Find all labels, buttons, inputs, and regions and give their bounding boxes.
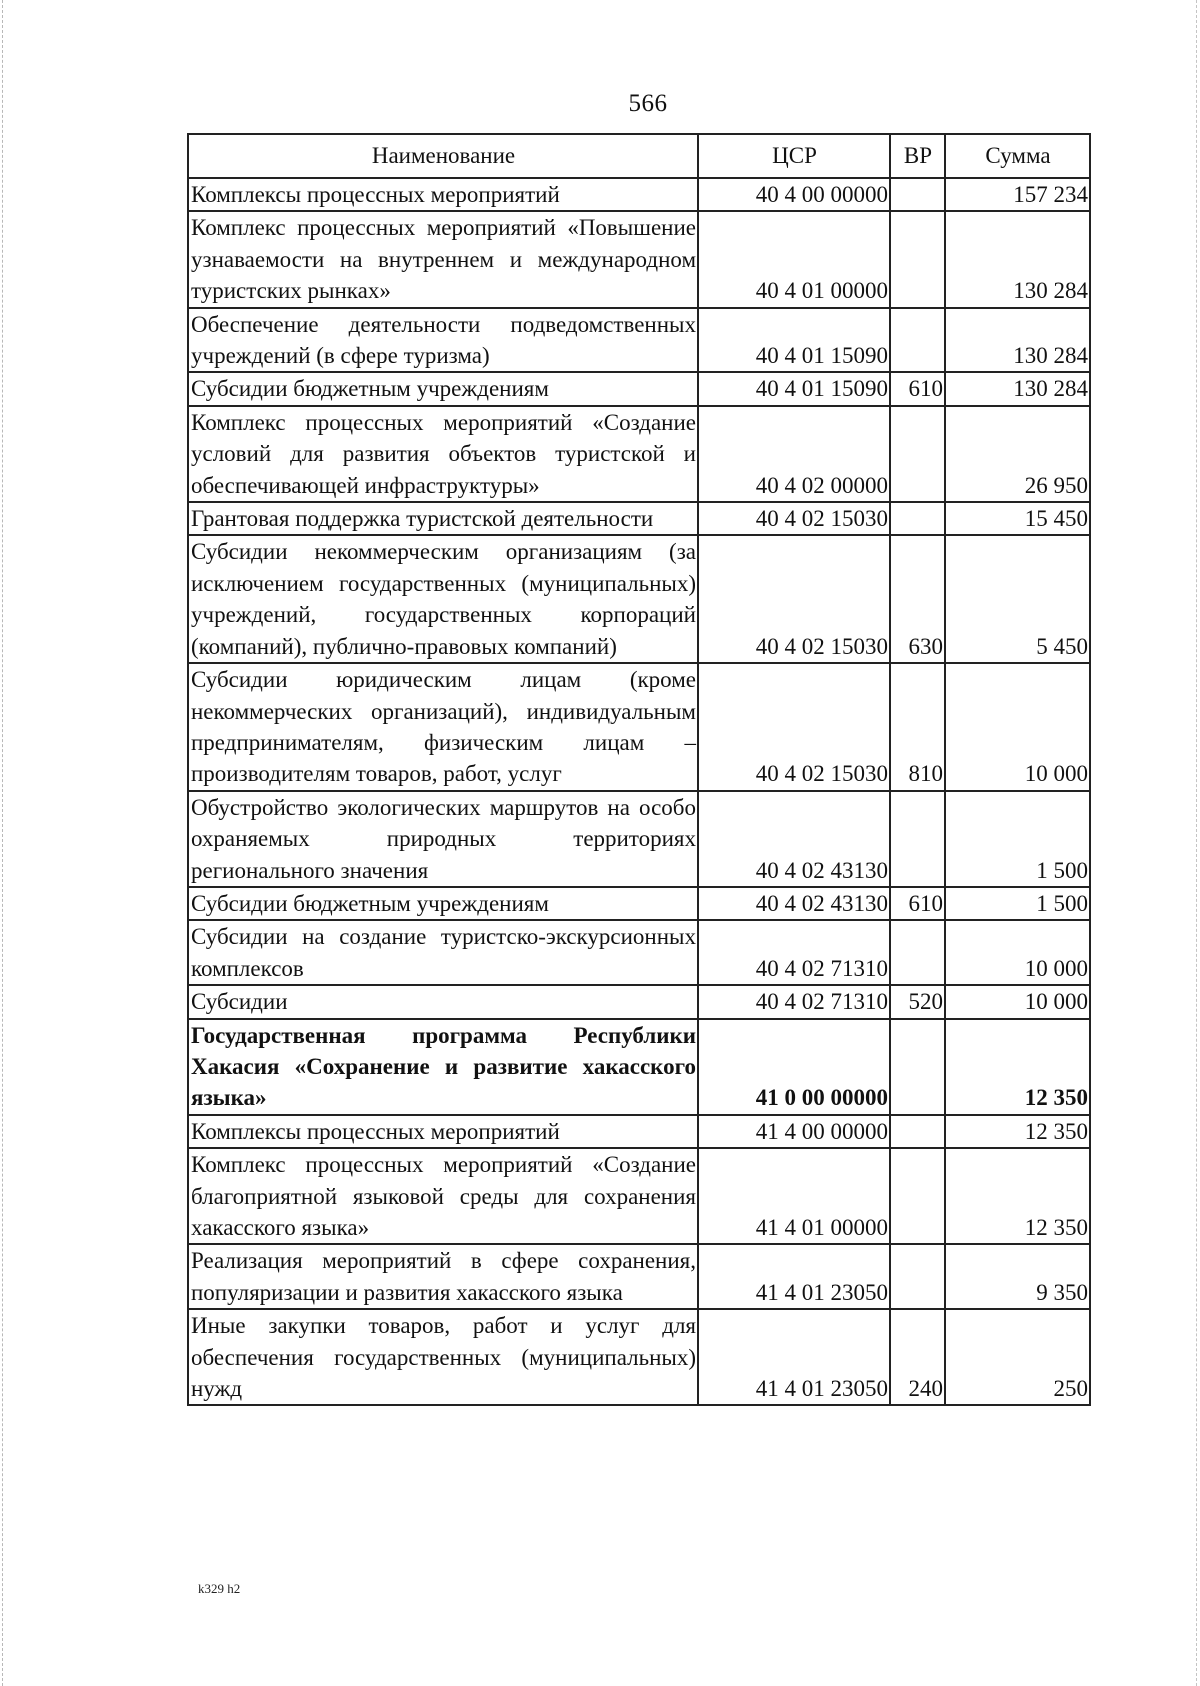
row-name: Субсидии бюджетным учреждениям [188, 372, 698, 405]
row-vr: 610 [890, 887, 945, 920]
table-row [188, 920, 1090, 985]
row-name: Реализация мероприятий в сфере сохранения, популяризации и развития хакасского языка [188, 1244, 698, 1309]
row-name: Государственная программа Республики Хакасия «Сохранение и развитие хакасского языка» [188, 1019, 698, 1115]
row-vr [890, 1115, 945, 1148]
row-name: Обеспечение деятельности подведомственных учреждений (в сфере туризма) [188, 308, 698, 373]
row-csr: 40 4 02 43130 [698, 791, 890, 887]
table-row [188, 663, 1090, 791]
row-csr: 41 4 00 00000 [698, 1115, 890, 1148]
row-sum: 15 450 [945, 502, 1090, 535]
row-name: Субсидии бюджетным учреждениям [188, 887, 698, 920]
header-csr: ЦСР [698, 134, 890, 178]
row-csr: 41 4 01 00000 [698, 1148, 890, 1244]
table-row [188, 178, 1090, 211]
row-sum: 12 350 [945, 1115, 1090, 1148]
row-sum: 10 000 [945, 920, 1090, 985]
header-sum: Сумма [945, 134, 1090, 178]
row-csr: 40 4 02 15030 [698, 535, 890, 663]
row-name: Субсидии некоммерческим организациям (за исключением государственных (муниципальных) учреждений, государственных корпораций (компаний), публично-правовых компаний) [188, 535, 698, 663]
row-name: Субсидии на создание туристско-экскурсионных комплексов [188, 920, 698, 985]
header-row [188, 134, 1090, 178]
row-sum: 12 350 [945, 1148, 1090, 1244]
row-name: Комплексы процессных мероприятий [188, 1115, 698, 1148]
row-sum: 130 284 [945, 211, 1090, 307]
row-name: Субсидии [188, 985, 698, 1018]
table-row [188, 1115, 1090, 1148]
table-row [188, 1148, 1090, 1244]
row-sum: 157 234 [945, 178, 1090, 211]
row-vr [890, 502, 945, 535]
row-name: Комплекс процессных мероприятий «Создание условий для развития объектов туристской и обеспечивающей инфраструктуры» [188, 406, 698, 502]
table-row-program [188, 1019, 1090, 1115]
table-row [188, 308, 1090, 373]
row-name: Комплексы процессных мероприятий [188, 178, 698, 211]
row-csr: 40 4 01 00000 [698, 211, 890, 307]
row-name: Комплекс процессных мероприятий «Создание благоприятной языковой среды для сохранения хакасского языка» [188, 1148, 698, 1244]
row-sum: 1 500 [945, 791, 1090, 887]
scan-edge-left [2, 0, 3, 1686]
row-csr: 41 4 01 23050 [698, 1309, 890, 1405]
row-csr: 41 4 01 23050 [698, 1244, 890, 1309]
table-row [188, 372, 1090, 405]
row-csr: 40 4 02 43130 [698, 887, 890, 920]
row-csr: 40 4 01 15090 [698, 372, 890, 405]
row-vr: 520 [890, 985, 945, 1018]
table-row [188, 502, 1090, 535]
budget-table [187, 133, 1091, 1406]
row-sum: 26 950 [945, 406, 1090, 502]
table-row [188, 887, 1090, 920]
row-csr: 40 4 02 71310 [698, 985, 890, 1018]
row-vr [890, 211, 945, 307]
row-name: Комплекс процессных мероприятий «Повышение узнаваемости на внутреннем и международном туристских рынках» [188, 211, 698, 307]
row-sum: 1 500 [945, 887, 1090, 920]
row-csr: 40 4 02 71310 [698, 920, 890, 985]
row-vr [890, 1244, 945, 1309]
row-sum: 10 000 [945, 985, 1090, 1018]
row-sum: 130 284 [945, 308, 1090, 373]
row-vr [890, 308, 945, 373]
row-name: Грантовая поддержка туристской деятельности [188, 502, 698, 535]
footer-code: k329 h2 [198, 1581, 241, 1596]
row-csr: 40 4 01 15090 [698, 308, 890, 373]
row-name: Субсидии юридическим лицам (кроме некоммерческих организаций), индивидуальным предпринимателям, физическим лицам – производителям товаров, работ, услуг [188, 663, 698, 791]
row-csr: 40 4 02 15030 [698, 663, 890, 791]
row-vr: 810 [890, 663, 945, 791]
table-row [188, 791, 1090, 887]
table-row [188, 985, 1090, 1018]
row-csr: 40 4 02 15030 [698, 502, 890, 535]
table-row [188, 211, 1090, 307]
scan-edge-right [1196, 0, 1197, 1686]
row-vr [890, 406, 945, 502]
row-csr: 40 4 02 00000 [698, 406, 890, 502]
row-vr: 630 [890, 535, 945, 663]
row-vr: 610 [890, 372, 945, 405]
row-sum: 250 [945, 1309, 1090, 1405]
row-vr [890, 920, 945, 985]
header-vr: ВР [890, 134, 945, 178]
header-name: Наименование [188, 134, 698, 178]
row-name: Иные закупки товаров, работ и услуг для обеспечения государственных (муниципальных) нужд [188, 1309, 698, 1405]
table-row [188, 1244, 1090, 1309]
table-row [188, 1309, 1090, 1405]
row-vr [890, 791, 945, 887]
row-sum: 5 450 [945, 535, 1090, 663]
row-name: Обустройство экологических маршрутов на особо охраняемых природных территориях регионального значения [188, 791, 698, 887]
row-csr: 41 0 00 00000 [698, 1019, 890, 1115]
page-number: 566 [628, 90, 668, 117]
row-vr: 240 [890, 1309, 945, 1405]
row-vr [890, 1019, 945, 1115]
row-csr: 40 4 00 00000 [698, 178, 890, 211]
row-sum: 10 000 [945, 663, 1090, 791]
table-row [188, 535, 1090, 663]
row-sum: 130 284 [945, 372, 1090, 405]
table-row [188, 406, 1090, 502]
row-vr [890, 1148, 945, 1244]
row-sum: 9 350 [945, 1244, 1090, 1309]
row-vr [890, 178, 945, 211]
row-sum: 12 350 [945, 1019, 1090, 1115]
